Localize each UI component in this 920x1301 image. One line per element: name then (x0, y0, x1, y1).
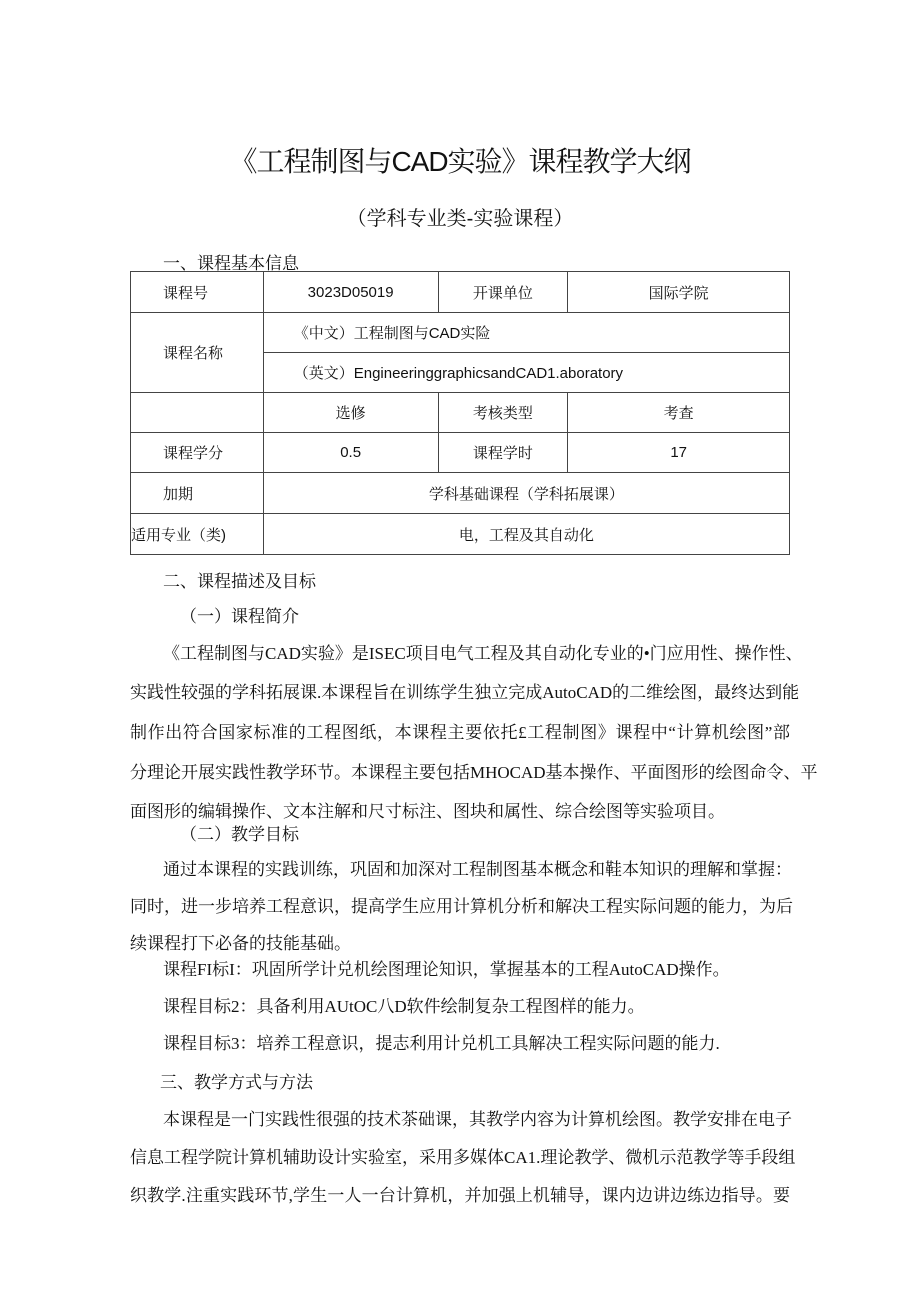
subheading-objectives: （二）教学目标 (180, 825, 299, 844)
document-title: 《工程制图与CAD实验》课程教学大纲 (229, 146, 691, 177)
paragraph-line: 织教学.注重实践环节,学生一人一台计算机，并加强上机辅导，课内边讲边练边指导。要 (130, 1186, 790, 1205)
paragraph-line: 分理论开展实践性教学环节。本课程主要包括MHOCAD基本操作、平面图形的绘图命令、平 (130, 763, 818, 782)
table-cell: 课程名称 (131, 313, 264, 393)
section-heading-basic-info: 一、课程基本信息 (163, 254, 299, 273)
table-cell (131, 393, 264, 433)
table-cell: 电，工程及其自动化 (263, 514, 789, 555)
table-row (131, 272, 790, 313)
table-cell: 加期 (131, 473, 264, 514)
table-cell: 考核类型 (438, 393, 568, 433)
paragraph-line: 制作出符合国家标准的工程图纸，本课程主要依托£工程制图》课程中“计算机绘图”部 (130, 723, 790, 742)
paragraph-line: 通过本课程的实践训练，巩固和加深对工程制图基本概念和鞋本知识的理解和掌握： (163, 860, 792, 879)
paragraph-line: 信息工程学院计算机辅助设计实验室，采用多媒体CA1.理论教学、微机示范教学等手段组 (130, 1148, 796, 1167)
table-row (131, 514, 790, 555)
table-cell: 选修 (263, 393, 438, 433)
course-goal-3: 课程目标3：培养工程意识，提志利用计兑机工具解决工程实际问题的能力. (163, 1034, 720, 1053)
table-row (131, 473, 790, 514)
table-cell: 考查 (568, 393, 790, 433)
table-row (131, 393, 790, 433)
section-heading-methods: 三、教学方式与方法 (160, 1073, 313, 1092)
paragraph-line: 实践性较强的学科拓展课.本课程旨在训练学生独立完成AutoCAD的二维绘图，最终达到能 (130, 683, 800, 702)
course-info-table (130, 271, 790, 555)
table-cell: 国际学院 (568, 272, 790, 313)
paragraph-line: 面图形的编辑操作、文本注解和尺寸标注、图块和属性、综合绘图等实验项目。 (130, 802, 725, 821)
course-goal-1: 课程FI标I：巩固所学计兑机绘图理论知识，掌握基本的工程AutoCAD操作。 (163, 960, 730, 979)
document-subtitle: （学科专业类-实验课程） (346, 208, 574, 230)
table-cell: 学科基础课程（学科拓展课） (263, 473, 789, 514)
table-cell: 课程号 (131, 272, 264, 313)
table-row (131, 433, 790, 473)
table-cell: 0.5 (263, 433, 438, 473)
table-cell: （英文）EngineeringgraphicsandCAD1.aboratory (263, 353, 789, 393)
subheading-intro: （一）课程简介 (180, 607, 299, 626)
table-cell: 开课单位 (438, 272, 568, 313)
paragraph-line: 续课程打下必备的技能基础。 (130, 934, 351, 953)
table-row (131, 313, 790, 353)
table-cell: 《中文）工程制图与CAD实险 (263, 313, 789, 353)
paragraph-line: 《工程制图与CAD实验》是ISEC项目电气工程及其自动化专业的•门应用性、操作性、 (163, 644, 803, 663)
section-heading-description: 二、课程描述及目标 (163, 572, 316, 591)
table-cell: 适用专业（类) (131, 514, 264, 555)
paragraph-line: 本课程是一门实践性很强的技术茶础课，其教学内容为计算机绘图。教学安排在电子 (163, 1110, 792, 1129)
table-cell: 课程学时 (438, 433, 568, 473)
course-goal-2: 课程目标2：具备利用AUtOC八D软件绘制复杂工程图样的能力。 (163, 997, 645, 1016)
paragraph-line: 同时，进一步培养工程意识，提高学生应用计算机分析和解决工程实际问题的能力，为后 (130, 897, 793, 916)
table-cell: 3023D05019 (263, 272, 438, 313)
table-cell: 17 (568, 433, 790, 473)
table-cell: 课程学分 (131, 433, 264, 473)
